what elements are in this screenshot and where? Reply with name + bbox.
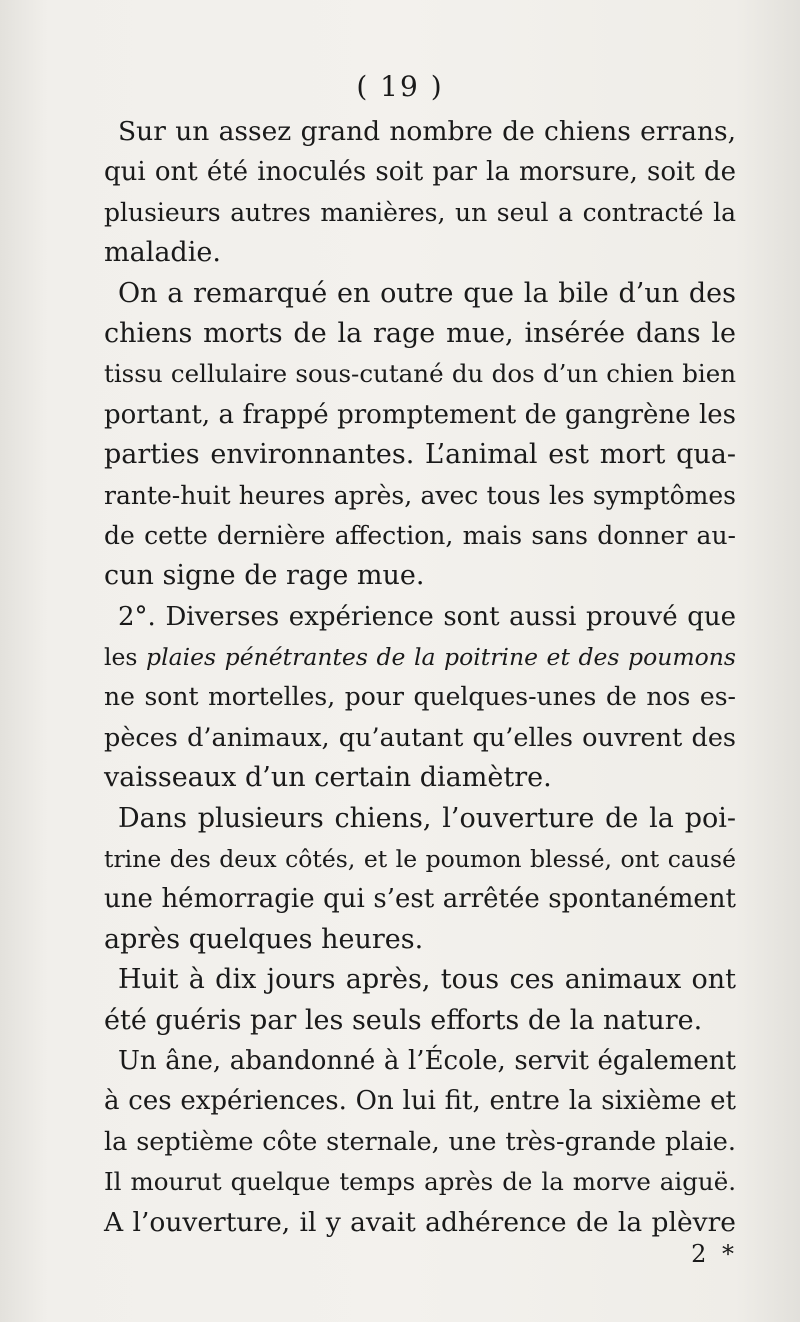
text-line: à ces expériences. On lui fit, entre la sixième et — [104, 1086, 736, 1117]
text-line: pèces d’animaux, qu’autant qu’elles ouvrent des — [104, 722, 736, 753]
text-line: maladie. — [104, 237, 221, 269]
text-line: après quelques heures. — [104, 923, 424, 955]
paragraph — [104, 597, 736, 799]
text-line: portant, a frappé promptement de gangrène les — [104, 399, 736, 430]
text-line: Sur un assez grand nombre de chiens errans, — [118, 116, 736, 147]
text-line: une hémorragie qui s’est arrêtée spontanément — [104, 884, 736, 915]
paragraph — [104, 274, 736, 597]
text-line: qui ont été inoculés soit par la morsure, soit de — [104, 157, 736, 188]
paragraph — [104, 1041, 736, 1243]
text-line: été guéris par les seuls efforts de la nature. — [104, 1004, 703, 1036]
text-line: plusieurs autres manières, un seul a contracté la — [104, 197, 736, 227]
text-line: tissu cellulaire sous-cutané du dos d’un chien bien — [104, 359, 736, 389]
text-line: les plaies pénétrantes de la poitrine et des poumons — [104, 643, 736, 672]
text-line: On a remarqué en outre que la bile d’un des — [118, 277, 736, 309]
text-line: 2°. Diverses expérience sont aussi prouvé que — [118, 601, 736, 632]
text-line: Un âne, abandonné à l’École, servit également — [118, 1045, 736, 1076]
page-number: ( 19 ) — [356, 70, 444, 103]
body-text — [104, 112, 736, 1243]
text-line: parties environnantes. L’animal est mort qua- — [104, 439, 736, 471]
text-line: cun signe de rage mue. — [104, 560, 425, 592]
text-line: chiens morts de la rage mue, insérée dans le — [104, 317, 736, 349]
text-line: Huit à dix jours après, tous ces animaux ont — [118, 964, 736, 996]
signature-mark: 2 * — [691, 1240, 738, 1268]
text-line: A l’ouverture, il y avait adhérence de la plèvre — [104, 1206, 736, 1238]
paragraph — [104, 112, 736, 274]
text-line: la septième côte sternale, une très-grande plaie. — [104, 1126, 736, 1157]
text-line: trine des deux côtés, et le poumon blessé, ont causé — [104, 845, 736, 874]
text-line: ne sont mortelles, pour quelques-unes de nos es- — [104, 682, 736, 712]
text-line: vaisseaux d’un certain diamètre. — [104, 762, 552, 794]
italic-phrase: plaies pénétrantes de la poitrine et des poumons — [146, 643, 736, 672]
text-line: Dans plusieurs chiens, l’ouverture de la poi- — [118, 802, 736, 834]
paragraph — [104, 960, 736, 1041]
text-line: Il mourut quelque temps après de la morve aiguë. — [104, 1167, 736, 1197]
paragraph — [104, 799, 736, 961]
text-line: de cette dernière affection, mais sans donner au- — [104, 520, 736, 550]
text-line: rante-huit heures après, avec tous les symptômes — [104, 480, 736, 510]
